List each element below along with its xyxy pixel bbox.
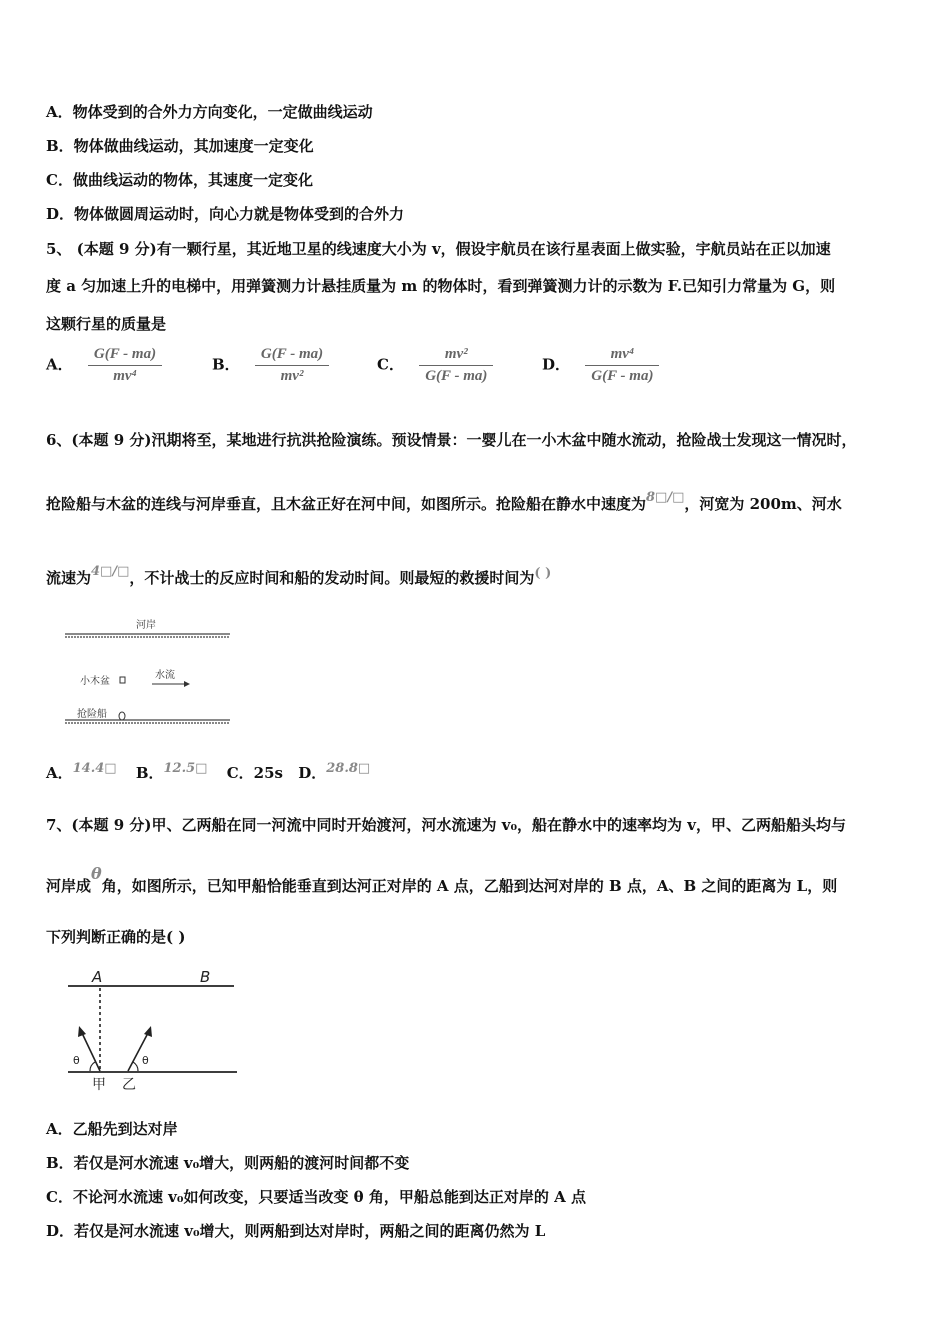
q6-option-b-label: B．: [135, 764, 164, 782]
q7-option-b: B．若仅是河水流速 v₀增大，则两船的渡河时间都不变: [46, 1154, 410, 1172]
bank-label: 河岸: [136, 620, 156, 631]
q6-figure: [60, 612, 260, 732]
q5-option-a-num: G(F - ma): [88, 346, 162, 366]
q5-stem-line3: 这颗行星的质量是: [46, 315, 167, 333]
q6-stem-line3: [46, 564, 552, 591]
q5-option-a-fraction: [88, 346, 162, 385]
q5-option-d-fraction: [585, 346, 659, 385]
q6-option-c-label: C．: [226, 764, 254, 782]
q5-option-b-den: mv²: [280, 368, 304, 384]
q6-option-a-label: A．: [46, 764, 73, 782]
q6-speed-image: 8□/□: [646, 490, 685, 505]
q5-option-c-den: G(F - ma): [425, 368, 488, 384]
q5-option-a: [46, 346, 162, 385]
q4-option-a: A．物体受到的合外力方向变化，一定做曲线运动: [46, 103, 373, 121]
flow-label: 水流: [155, 670, 175, 681]
q6-flow-image: 4□/□: [91, 564, 130, 579]
q7-figure: [62, 958, 262, 1093]
q7-stem-line3: 下列判断正确的是( ): [46, 928, 186, 946]
q6-option-c-value: 25s: [253, 764, 283, 782]
q5-stem-line2: 度 a 匀加速上升的电梯中，用弹簧测力计悬挂质量为 m 的物体时，看到弹簧测力计的示数为 F.已知引力常量为 G，则: [46, 277, 836, 295]
q6-option-a-value: 14.4□: [72, 761, 117, 776]
river-bank-top: [65, 634, 230, 637]
q6-stem-line2: [46, 490, 842, 517]
boat-icon: [119, 712, 125, 720]
q6-stem-line2b: ，河宽为 200m、河水: [684, 495, 842, 513]
q5-option-b: [212, 346, 329, 385]
q7-stem-line1: 7、(本题 9 分)甲、乙两船在同一河流中同时开始渡河，河水流速为 v₀，船在静水中的速率均为 v，甲、乙两船船头均与: [46, 816, 846, 834]
q5-option-d: [542, 346, 659, 385]
q5-option-c-label: C．: [377, 355, 404, 374]
q5-option-a-den: mv⁴: [113, 368, 137, 384]
angle-arc-yi: [133, 1062, 138, 1071]
q5-stem-line1: 5、 (本题 9 分)有一颗行星，其近地卫星的线速度大小为 v，假设宇航员在该行星表面上做实验，宇航员站在正以加速: [46, 240, 831, 258]
theta-label-yi: θ: [142, 1054, 149, 1067]
q6-stem-line3b: ，不计战士的反应时间和船的发动时间。则最短的救援时间为: [129, 569, 535, 587]
q5-option-d-label: D．: [542, 355, 571, 374]
q5-option-c-num: mv²: [419, 346, 493, 366]
boat-label: 抢险船: [77, 709, 107, 720]
q5-option-d-den: G(F - ma): [591, 368, 654, 384]
q6-options: [46, 762, 370, 786]
river-bank-bottom: [65, 720, 230, 723]
q7-stem-line2a: 河岸成: [46, 877, 92, 895]
q7-stem-line2: [46, 864, 838, 897]
q6-stem-line2a: 抢险船与木盆的连线与河岸垂直，且木盆正好在河中间，如图所示。抢险船在静水中速度为: [46, 495, 647, 513]
q6-answer-blank: ( ): [534, 566, 552, 581]
q7-theta-image: θ: [91, 864, 102, 883]
q5-option-d-num: mv⁴: [585, 346, 659, 366]
q7-stem-line2b: 角，如图所示，已知甲船恰能垂直到达河正对岸的 A 点，乙船到达河对岸的 B 点，A、B 之间的距离为 L，则: [101, 877, 838, 895]
basin-icon: [120, 677, 125, 683]
q7-option-a: A．乙船先到达对岸: [46, 1120, 178, 1138]
q5-option-a-label: A．: [46, 355, 73, 374]
point-b-label: B: [200, 968, 211, 986]
q6-option-b-value: 12.5□: [163, 761, 208, 776]
q5-option-c-fraction: [419, 346, 493, 385]
basin-label: 小木盆: [80, 676, 110, 687]
q5-option-c: [377, 346, 493, 385]
q6-stem-line3a: 流速为: [46, 569, 92, 587]
q4-option-c: C．做曲线运动的物体，其速度一定变化: [46, 171, 313, 189]
q5-option-b-num: G(F - ma): [255, 346, 329, 366]
q4-option-d: D．物体做圆周运动时，向心力就是物体受到的合外力: [46, 205, 405, 223]
q6-option-d-value: 28.8□: [326, 761, 371, 776]
q6-option-d-label: D．: [298, 764, 327, 782]
flow-arrow-icon: [152, 681, 190, 687]
q5-option-b-label: B．: [212, 355, 240, 374]
q4-option-b: B．物体做曲线运动，其加速度一定变化: [46, 137, 314, 155]
boat-jia-label: 甲: [92, 1077, 106, 1093]
q7-option-c: C．不论河水流速 v₀如何改变，只要适当改变 θ 角，甲船总能到达正对岸的 A 点: [46, 1188, 586, 1206]
boat-jia-arrow-icon: [78, 1026, 100, 1071]
q6-stem-line1: 6、(本题 9 分)汛期将至，某地进行抗洪抢险演练。预设情景：一婴儿在一小木盆中随水流动，抢险战士发现这一情况时，: [46, 431, 857, 449]
theta-label-jia: θ: [73, 1054, 80, 1067]
boat-yi-label: 乙: [122, 1077, 136, 1093]
angle-arc-jia: [90, 1062, 95, 1071]
q7-option-d: D．若仅是河水流速 v₀增大，则两船到达对岸时，两船之间的距离仍然为 L: [46, 1222, 546, 1240]
point-a-label: A: [92, 968, 103, 986]
q5-option-b-fraction: [255, 346, 329, 385]
